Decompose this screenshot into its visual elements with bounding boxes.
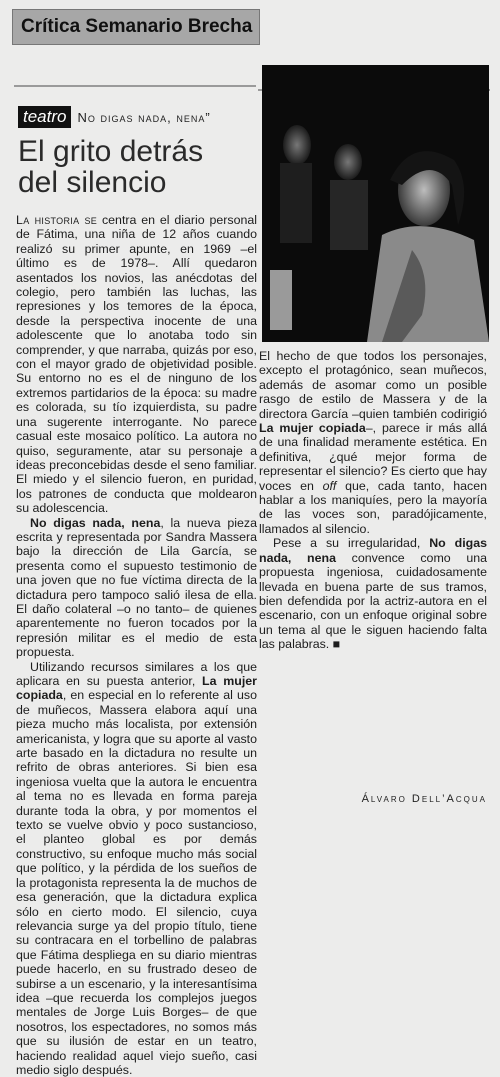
top-rule [14,85,256,87]
article-column-2 [259,349,487,779]
section-tag: teatro [18,106,71,128]
show-title: No digas nada, nena” [77,109,211,125]
paragraph-3-text-a: Utilizando recursos similares a los que aplicara en su puesta anterior, [16,659,257,688]
doll-figure-middle [334,144,362,180]
article-column-1 [16,213,257,1077]
headline [18,136,256,198]
play-title: No digas nada, nena [30,515,161,530]
paragraph-1-text: centra en el diario personal de Fátima, una niña de 12 años cuando realizó su primer apunte, en 1969 –el último es de 1978–. Allí quedaron asentados los novios, las anécdotas del colegio, pero también las luchas, las represiones y los temores de la época, desde la perspectiva inocente de una adolescente que lo anotaba todo sin comprender, y que narraba, quizás por eso, con el mayor grado de objetividad posible. Su entorno no es el de ninguno de los extremos partidarios de la época: su madre es colorada, su tío izquierdista, su padre una sugerente interrogante. No parece casual este mosaico político. La autora no quiso, seguramente, atar su personaje a ideas preconcebidas desde el seno familiar. El miedo y el silencio fueron, en puridad, los patrones de conducta que moldearon su adolescencia. [16,213,257,516]
paragraph-4 [259,349,487,536]
previous-play-title-2: La mujer copiada [259,421,366,436]
headline-line-2: del silencio [18,166,167,199]
byline: Álvaro Dell’Acqua [361,793,487,805]
paragraph-1 [16,213,257,516]
paragraph-2-text: , la nueva pieza escrita y representada por Sandra Massera bajo la dirección de Lila García, se presenta como el supuesto testimonio de una joven que no fue víctima directa de la dictadura pero tampoco salió ilesa de ella. El daño colateral –o no tanto– de quienes aparentemente no fueron tocados por la represión militar es el medio de esta propuesta. [16,515,257,660]
paragraph-3-text-b: , en especial en lo referente al uso de muñecos, Massera elabora aquí una pieza mucho más localista, por extensión americanista, y logra que su aporte al vasto arte basado en la dictadura no resulte un refrito de obras anteriores. Si bien esa ingeniosa vuelta que la autora le encuentra al tema no es llevada en forma pareja durante toda la obra, y por momentos el texto se vuelve obvio y poco sustancioso, el planteo global es por demás constructivo, su enfoque mucho más social que político, y la pérdida de los sueños de la protagonista representa la de muchos de esa generación, que la dictadura explica sólo en cierto modo. El silencio, cuya relevancia surge ya del propio título, tiene su contracara en el torbellino de palabras que Fátima despliega en su diario mientras puede hacerlo, en su frustrado deseo de subirse a un escenario, y la interesantísima idea –que recuerda los complejos juegos mentales de Jorge Luis Borges– de que nosotros, los espectadores, no somos más que su ilusión de estar en un teatro, haciendo realidad aquel viejo sueño, casi medio siglo después. [16,688,257,1077]
paragraph-5-text-b: convence como una propuesta ingeniosa, cuidadosamente llevada en buena parte de sus tramos, bien defendida por la actriz-autora en el escenario, con un enfoque original sobre un tema al que le siguen haciendo falta las palabras. ■ [259,550,488,652]
paragraph-4-text-b: –, parece ir más allá de una finalidad meramente estética. En definitiva, ¿qué mejor forma de representar el silencio? Es cierto que hay voces en [259,421,487,493]
paragraph-4-text-c: que, cada tanto, hacen hablar a los maniquíes, pero la mayoría de las voces son, paradójicamente, llamados al silencio. [259,478,487,536]
play-title-2: No digas nada, nena [259,536,487,565]
headline-line-1: El grito detrás [18,135,204,168]
paragraph-3 [16,660,257,1077]
doll-figure-left [283,125,311,165]
paragraph-5-text-a: Pese a su irregularidad, [273,536,430,551]
stage-scene-image [262,65,489,342]
lit-object [270,270,292,330]
source-badge-label: Crítica Semanario Brecha [21,16,253,37]
previous-play-title: La mujer copiada [16,674,257,703]
source-badge [12,9,260,45]
paragraph-5 [259,536,487,651]
kicker [18,106,258,128]
off-italic: off [322,478,337,493]
production-photo [262,65,489,342]
paragraph-4-text-a: El hecho de que todos los personajes, excepto el protagónico, sean muñecos, además de asomar como un posible rasgo de estilo de Massera y de la directora García –quien también codirigió [259,349,487,421]
lead-in: La historia se [16,213,98,227]
paragraph-2 [16,516,257,660]
